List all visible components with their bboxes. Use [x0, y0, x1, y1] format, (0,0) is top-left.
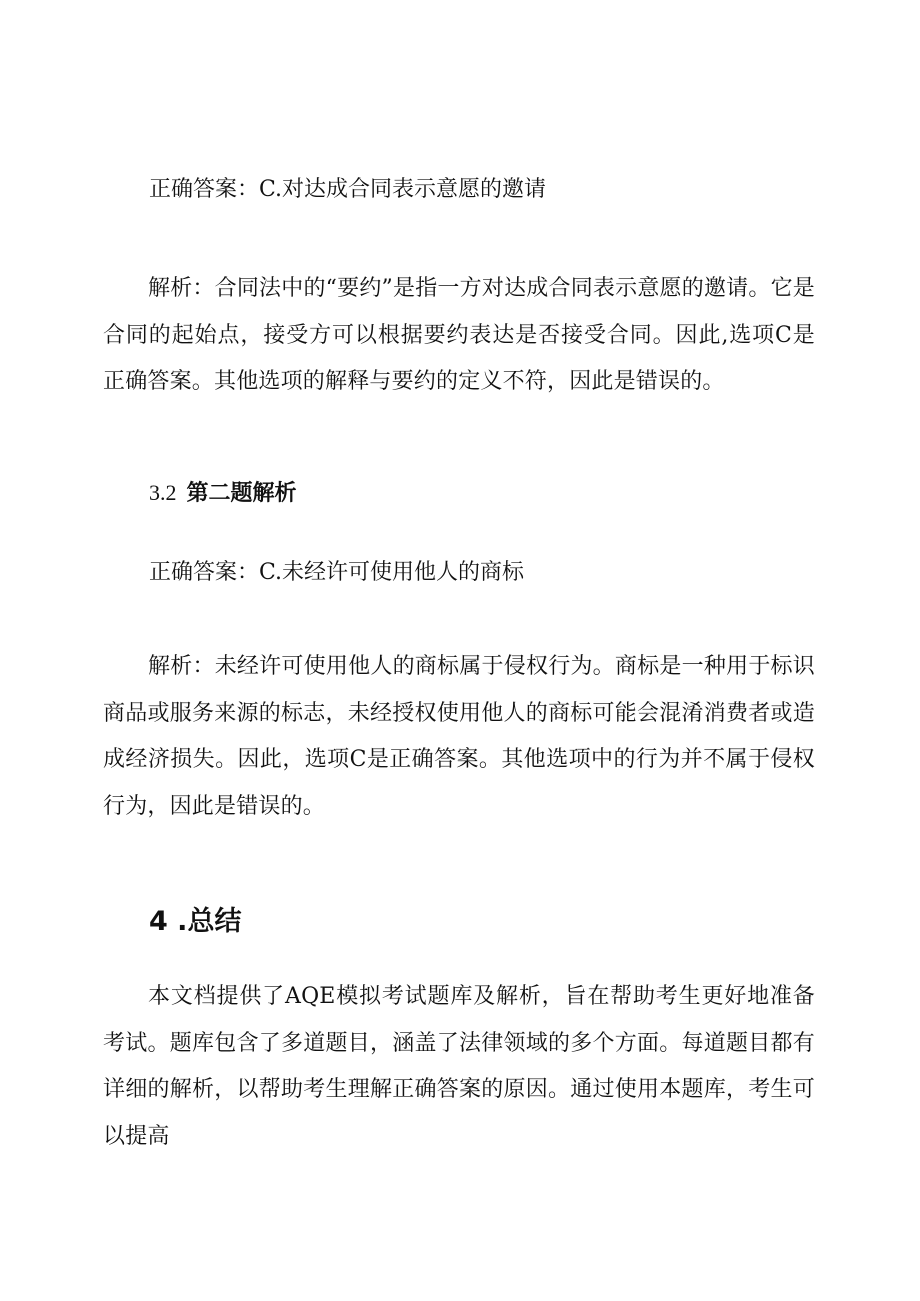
section-number: 3.2 [149, 480, 177, 505]
answer-line-1: 正确答案：C.对达成合同表示意愿的邀请 [149, 177, 547, 202]
section-title: 第二题解析 [186, 481, 297, 506]
section-heading-4: 4 .总结 [149, 906, 242, 937]
answer-line-2: 正确答案：C.未经许可使用他人的商标 [149, 560, 525, 585]
analysis-paragraph-1: 解析：合同法中的“要约”是指一方对达成合同表示意愿的邀请。它是合同的起始点，接受方可以根据要约表达是否接受合同。因此,选项C是正确答案。其他选项的解释与要约的定义不符，因此是错误的。 [103, 276, 815, 394]
section-heading-3-2 [149, 478, 297, 509]
summary-paragraph: 本文档提供了AQE模拟考试题库及解析，旨在帮助考生更好地准备考试。题库包含了多道题目，涵盖了法律领域的多个方面。每道题目都有详细的解析，以帮助考生理解正确答案的原因。通过使用本题库，考生可以提高 [103, 984, 815, 1149]
analysis-paragraph-2: 解析：未经许可使用他人的商标属于侵权行为。商标是一种用于标识商品或服务来源的标志，未经授权使用他人的商标可能会混淆消费者或造成经济损失。因此，选项C是正确答案。其他选项中的行为并不属于侵权行为，因此是错误的。 [103, 654, 815, 819]
